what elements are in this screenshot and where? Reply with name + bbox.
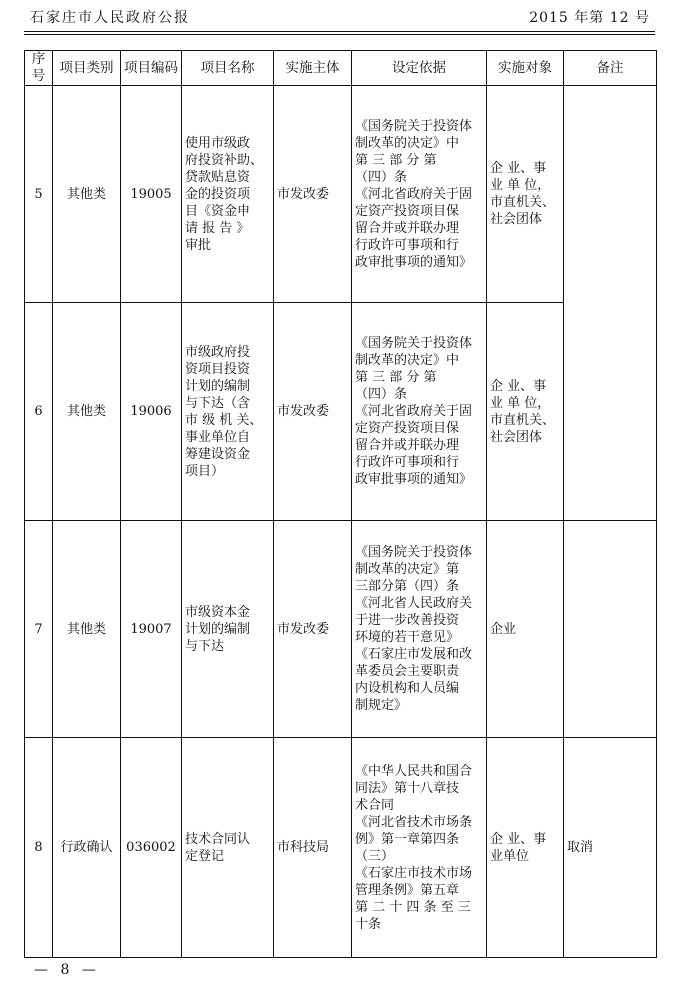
cell-basis: 《国务院关于投资体 制改革的决定》第 三部分第（四）条 《河北省人民政府关 于进一步改善投资 环境的若干意见》 《石家庄市发展和改 革委员会主要职责 内设机构和人员编 制规定》 <box>352 521 487 738</box>
header-rule <box>24 31 655 32</box>
cell-num: 8 <box>25 738 53 958</box>
col-header-target: 实施对象 <box>487 51 564 86</box>
cell-body: 市发改委 <box>274 521 352 738</box>
col-header-name: 项目名称 <box>182 51 274 86</box>
cell-target: 企业 <box>487 521 564 738</box>
cell-name: 市级政府投 资项目投资 计划的编制 与下达（含 市 级 机 关、 事业单位自 筹建设资金 项目） <box>182 303 274 521</box>
table-row <box>25 86 657 303</box>
cell-type: 其他类 <box>53 86 121 303</box>
cell-code: 19006 <box>121 303 182 521</box>
table-row <box>25 303 657 521</box>
table-row <box>25 738 657 958</box>
col-header-code: 项目编码 <box>121 51 182 86</box>
cell-type: 行政确认 <box>53 738 121 958</box>
page-header <box>24 8 656 28</box>
table-header-row <box>25 51 657 86</box>
cell-target: 企 业、事 业 单 位， 市直机关、 社会团体 <box>487 86 564 303</box>
col-header-type: 项目类别 <box>53 51 121 86</box>
col-header-num: 序号 <box>25 51 53 86</box>
cell-num: 6 <box>25 303 53 521</box>
cell-target: 企 业、事 业 单 位， 市直机关、 社会团体 <box>487 303 564 521</box>
cell-basis: 《国务院关于投资体 制改革的决定》中 第 三 部 分 第 （四）条 《河北省政府关于固 定资产投资项目保 留合并或并联办理 行政许可事项和行 政审批事项的通知》 <box>352 86 487 303</box>
cell-basis: 《中华人民共和国合 同法》第十八章技 术合同 《河北省技术市场条 例》第一章第四条 （三） 《石家庄市技术市场 管理条例》第五章 第 二 十 四 条 至 三 十条 <box>352 738 487 958</box>
col-header-note: 备注 <box>564 51 657 86</box>
cell-type: 其他类 <box>53 521 121 738</box>
col-header-body: 实施主体 <box>274 51 352 86</box>
cell-note <box>564 86 657 521</box>
cell-type: 其他类 <box>53 303 121 521</box>
page-number: — 8 — <box>34 962 100 978</box>
cell-name: 使用市级政 府投资补助、 贷款贴息资 金的投资项 目《资金申 请 报 告 》 审批 <box>182 86 274 303</box>
col-header-basis: 设定依据 <box>352 51 487 86</box>
cell-num: 5 <box>25 86 53 303</box>
cell-body: 市发改委 <box>274 86 352 303</box>
cell-num: 7 <box>25 521 53 738</box>
cell-code: 19005 <box>121 86 182 303</box>
cell-basis: 《国务院关于投资体 制改革的决定》中 第 三 部 分 第 （四）条 《河北省政府关于固 定资产投资项目保 留合并或并联办理 行政许可事项和行 政审批事项的通知》 <box>352 303 487 521</box>
cell-note: 取消 <box>564 738 657 958</box>
cell-name: 市级资本金 计划的编制 与下达 <box>182 521 274 738</box>
table-row <box>25 521 657 738</box>
cell-target: 企 业、事 业单位 <box>487 738 564 958</box>
cell-name: 技术合同认 定登记 <box>182 738 274 958</box>
item-table <box>24 50 657 958</box>
header-rule-double <box>24 34 655 35</box>
issue-number: 2015 年第 12 号 <box>529 10 650 26</box>
cell-code: 19007 <box>121 521 182 738</box>
cell-body: 市科技局 <box>274 738 352 958</box>
cell-note <box>564 521 657 738</box>
cell-body: 市发改委 <box>274 303 352 521</box>
publication-title: 石家庄市人民政府公报 <box>30 10 190 26</box>
cell-code: 036002 <box>121 738 182 958</box>
